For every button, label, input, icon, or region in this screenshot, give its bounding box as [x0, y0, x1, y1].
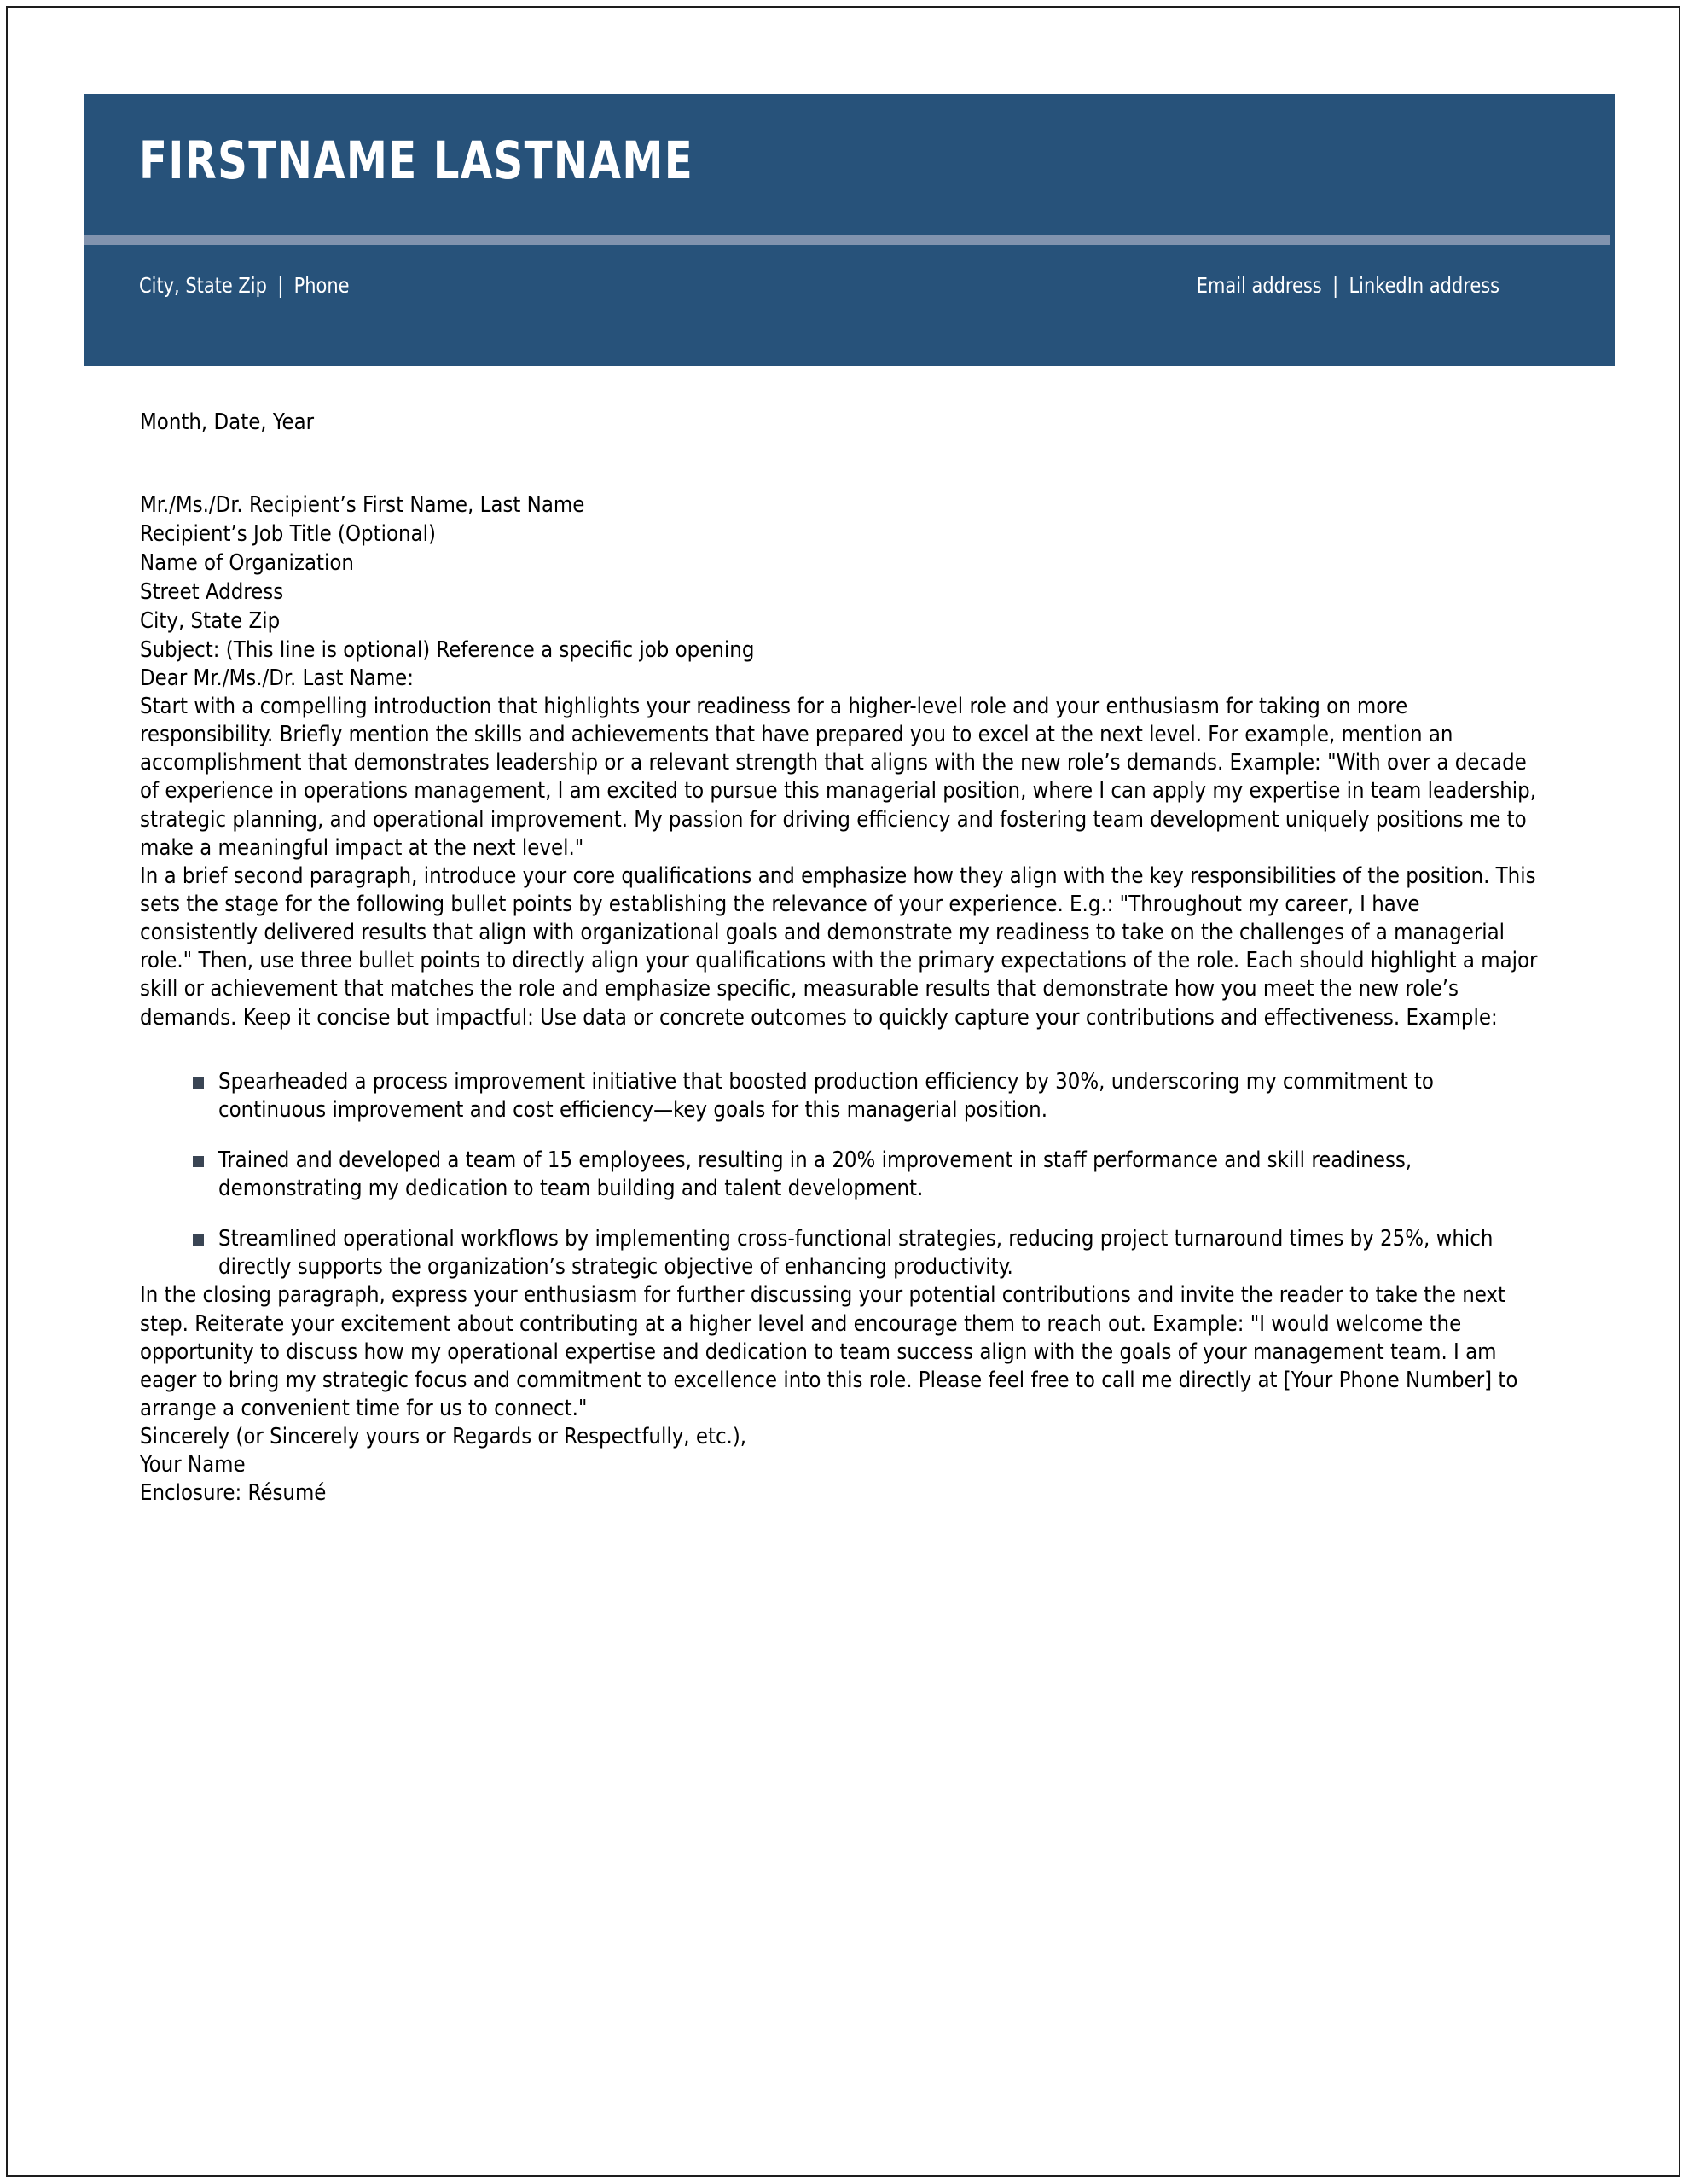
letterhead-banner [84, 94, 1615, 366]
body-paragraph-2: In a brief second paragraph, introduce your core qualifications and emphasize how they align with the key responsibilities of the position. This sets the stage for the following bullet points by establishing the relevance of your experience. E.g.: "Throughout my career, I have consistently delivered results that align with organizational goals and demonstrate my readiness to take on the challenges of a managerial role." Then, use three bullet points to directly align your qualifications with the primary expectations of the role. Each should highlight a major skill or achievement that matches the role and emphasize specific, measurable results that demonstrate how you meet the new role’s demands. Keep it concise but impactful: Use data or concrete outcomes to quickly capture your contributions and effectiveness. Example: [140, 863, 1538, 1031]
contact-right-separator: | [1332, 272, 1339, 298]
contact-email[interactable]: Email address [1196, 272, 1322, 298]
recipient-line-2: Recipient’s Job Title (Optional) [140, 521, 436, 548]
closing-paragraph: In the closing paragraph, express your enthusiasm for further discussing your potential contributions and invite the reader to take the next step. Reiterate your excitement about contributing at a higher level and encourage them to reach out. Example: "I would welcome the opportunity to discuss how my operational expertise and dedication to team success align with the goals of your management team. I am eager to bring my strategic focus and commitment to excellence into this role. Please feel free to call me directly at [Your Phone Number] to arrange a convenient time for us to connect." [140, 1282, 1518, 1422]
recipient-line-3: Name of Organization [140, 549, 354, 576]
recipient-line-4: Street Address [140, 578, 284, 605]
signoff-line: Sincerely (or Sincerely yours or Regards or Respectfully, etc.), [140, 1424, 747, 1450]
square-bullet-icon [193, 1234, 204, 1246]
enclosure-line: Enclosure: Résumé [140, 1480, 327, 1507]
letterhead-divider-rule [84, 235, 1610, 245]
square-bullet-icon [193, 1077, 204, 1089]
contact-location: City, State Zip [139, 272, 267, 298]
salutation-line: Dear Mr./Ms./Dr. Last Name: [140, 665, 415, 691]
recipient-line-1: Mr./Ms./Dr. Recipient’s First Name, Last Name [140, 492, 585, 519]
contact-left-group [139, 273, 350, 298]
qualification-bullet-list [140, 1068, 1539, 1282]
letterhead-contact-row [139, 268, 1499, 302]
contact-linkedin[interactable]: LinkedIn address [1349, 272, 1500, 298]
square-bullet-icon [193, 1156, 204, 1167]
list-item [140, 1147, 1505, 1203]
letterhead-name: FIRSTNAME LASTNAME [139, 131, 694, 191]
recipient-line-5: City, State Zip [140, 607, 281, 634]
contact-right-group [1197, 273, 1499, 298]
letter-page [6, 6, 1680, 2177]
bullet-text: Spearheaded a process improvement initiative that boosted production efficiency by 30%, underscoring my commitment to continuous improvement and cost efficiency—key goals for this managerial position. [218, 1068, 1434, 1123]
signature-name: Your Name [140, 1452, 246, 1478]
letter-body [140, 409, 1539, 1508]
subject-line: Subject: (This line is optional) Reference a specific job opening [140, 636, 755, 663]
list-item [140, 1225, 1505, 1281]
list-item [140, 1068, 1505, 1124]
contact-left-separator: | [277, 272, 284, 298]
date-line: Month, Date, Year [140, 410, 315, 435]
contact-phone: Phone [293, 272, 350, 298]
recipient-address-block [140, 491, 1539, 636]
body-paragraph-1: Start with a compelling introduction that highlights your readiness for a higher-level role and your enthusiasm for taking on more responsibility. Briefly mention the skills and achievements that have prepared you to excel at the next level. For example, mention an accomplishment that demonstrates leadership or a relevant strength that aligns with the new role’s demands. Example: "With over a decade of experience in operations management, I am excited to pursue this managerial position, where I can apply my expertise in team leadership, strategic planning, and operational improvement. My passion for driving efficiency and fostering team development uniquely positions me to make a meaningful impact at the next level." [140, 693, 1536, 861]
bullet-text: Trained and developed a team of 15 employees, resulting in a 20% improvement in staff performance and skill readiness, demonstrating my dedication to team building and talent development. [218, 1147, 1412, 1202]
bullet-text: Streamlined operational workflows by implementing cross-functional strategies, reducing project turnaround times by 25%, which directly supports the organization’s strategic objective of enhancing productivity. [218, 1226, 1494, 1281]
